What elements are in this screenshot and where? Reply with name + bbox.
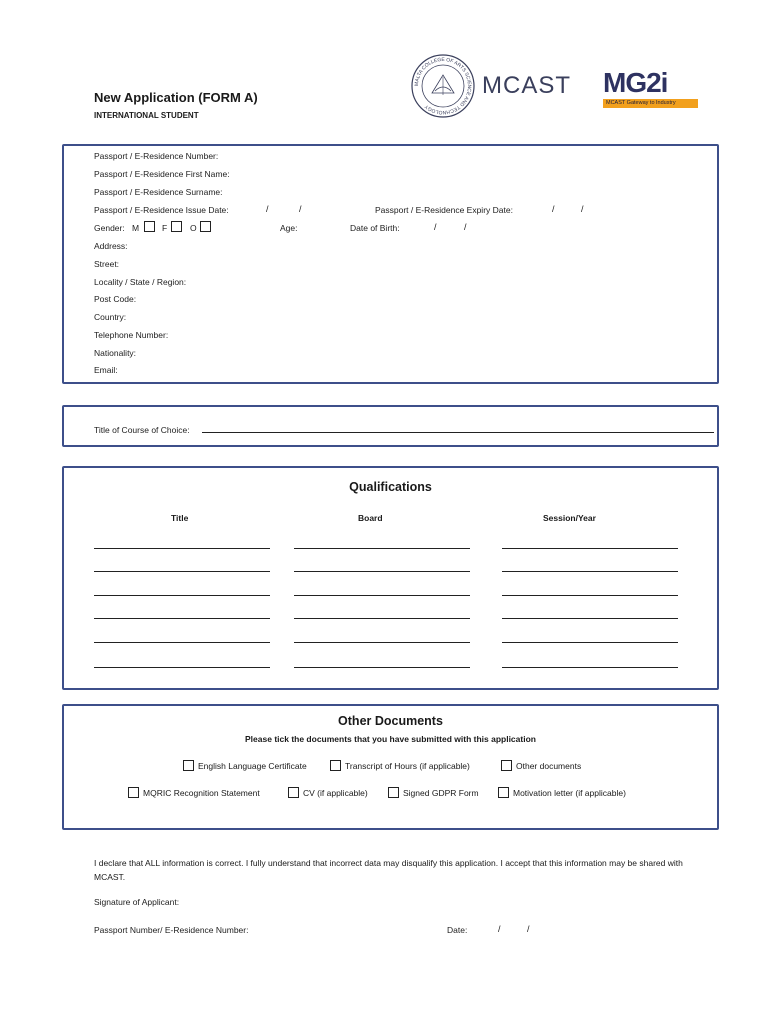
qualification-board-line[interactable]: [294, 595, 470, 596]
first-name-label: Passport / E-Residence First Name:: [94, 169, 230, 179]
issue-date-slash: /: [299, 204, 302, 214]
course-input-line[interactable]: [202, 432, 714, 433]
gender-option-o-label: O: [190, 223, 197, 233]
personal-details-box: [62, 144, 719, 384]
course-label: Title of Course of Choice:: [94, 425, 190, 435]
qualification-board-line[interactable]: [294, 667, 470, 668]
doc-transcript-of-hours[interactable]: [330, 760, 470, 771]
dob-label: Date of Birth:: [350, 223, 400, 233]
doc-label: MQRIC Recognition Statement: [143, 787, 260, 798]
column-header-board: Board: [358, 513, 383, 523]
gender-m-checkbox[interactable]: [144, 221, 155, 232]
email-label: Email:: [94, 365, 118, 375]
doc-checkbox[interactable]: [183, 760, 194, 771]
country-label: Country:: [94, 312, 127, 322]
age-label: Age:: [280, 223, 298, 233]
qualifications-title: Qualifications: [349, 480, 432, 494]
seal-text: MALTA COLLEGE OF ARTS SCIENCE AND TECHNOLOGY: [413, 56, 473, 116]
doc-label: Other documents: [516, 760, 582, 771]
doc-checkbox[interactable]: [501, 760, 512, 771]
passport-number-label: Passport / E-Residence Number:: [94, 151, 219, 161]
qualifications-box: [62, 466, 719, 690]
doc-mqric-statement[interactable]: [128, 787, 260, 798]
mg2i-logo: [603, 68, 703, 110]
expiry-date-label: Passport / E-Residence Expiry Date:: [375, 205, 513, 215]
surname-label: Passport / E-Residence Surname:: [94, 187, 223, 197]
doc-english-certificate[interactable]: [183, 760, 307, 771]
qualification-title-line[interactable]: [94, 595, 270, 596]
doc-cv[interactable]: [288, 787, 368, 798]
declaration-date-label: Date:: [447, 925, 468, 935]
mg2i-logo-text: MG2i: [603, 67, 668, 98]
issue-date-label: Passport / E-Residence Issue Date:: [94, 205, 229, 215]
gender-option-f-label: F: [162, 223, 168, 233]
qualification-session-line[interactable]: [502, 642, 678, 643]
nationality-label: Nationality:: [94, 348, 137, 358]
doc-checkbox[interactable]: [128, 787, 139, 798]
form-subtitle: INTERNATIONAL STUDENT: [94, 111, 199, 120]
mg2i-tagline: MCAST Gateway to Industry: [603, 99, 698, 108]
expiry-date-slash: /: [581, 204, 584, 214]
doc-label: Motivation letter (if applicable): [513, 787, 626, 798]
column-header-session-year: Session/Year: [543, 513, 596, 523]
signature-label: Signature of Applicant:: [94, 897, 180, 907]
qualification-session-line[interactable]: [502, 548, 678, 549]
expiry-date-slash: /: [552, 204, 555, 214]
qualification-session-line[interactable]: [502, 595, 678, 596]
declaration-passport-label: Passport Number/ E-Residence Number:: [94, 925, 249, 935]
qualification-session-line[interactable]: [502, 618, 678, 619]
doc-checkbox[interactable]: [330, 760, 341, 771]
dob-slash: /: [434, 222, 437, 232]
other-documents-note: Please tick the documents that you have submitted with this application: [245, 734, 536, 744]
qualification-title-line[interactable]: [94, 571, 270, 572]
declaration-date-slash: /: [527, 924, 530, 934]
doc-label: Signed GDPR Form: [403, 787, 479, 798]
doc-checkbox[interactable]: [388, 787, 399, 798]
doc-label: English Language Certificate: [198, 760, 307, 771]
mcast-logo: MCAST: [482, 72, 571, 99]
street-label: Street:: [94, 259, 120, 269]
form-title: New Application (FORM A): [94, 90, 258, 105]
doc-checkbox[interactable]: [498, 787, 509, 798]
column-header-title: Title: [171, 513, 189, 523]
gender-o-checkbox[interactable]: [200, 221, 211, 232]
qualification-board-line[interactable]: [294, 571, 470, 572]
declaration-date-slash: /: [498, 924, 501, 934]
doc-label: CV (if applicable): [303, 787, 368, 798]
qualification-board-line[interactable]: [294, 642, 470, 643]
doc-label: Transcript of Hours (if applicable): [345, 760, 470, 771]
qualification-title-line[interactable]: [94, 548, 270, 549]
other-documents-title: Other Documents: [338, 714, 443, 728]
gender-option-m-label: M: [132, 223, 140, 233]
doc-other-documents[interactable]: [501, 760, 581, 771]
gender-f-checkbox[interactable]: [171, 221, 182, 232]
declaration-text: I declare that ALL information is correct. I fully understand that incorrect data may disqualify this application. I accept that this information may be shared with MCAST.: [94, 858, 683, 882]
gender-label: Gender:: [94, 223, 125, 233]
qualification-title-line[interactable]: [94, 642, 270, 643]
qualification-title-line[interactable]: [94, 667, 270, 668]
qualification-board-line[interactable]: [294, 618, 470, 619]
mcast-seal-logo: [410, 53, 476, 119]
qualification-title-line[interactable]: [94, 618, 270, 619]
doc-gdpr-form[interactable]: [388, 787, 479, 798]
locality-label: Locality / State / Region:: [94, 277, 187, 287]
doc-motivation-letter[interactable]: [498, 787, 626, 798]
qualification-board-line[interactable]: [294, 548, 470, 549]
telephone-label: Telephone Number:: [94, 330, 169, 340]
issue-date-slash: /: [266, 204, 269, 214]
address-label: Address:: [94, 241, 128, 251]
qualification-session-line[interactable]: [502, 667, 678, 668]
doc-checkbox[interactable]: [288, 787, 299, 798]
dob-slash: /: [464, 222, 467, 232]
post-code-label: Post Code:: [94, 294, 137, 304]
qualification-session-line[interactable]: [502, 571, 678, 572]
